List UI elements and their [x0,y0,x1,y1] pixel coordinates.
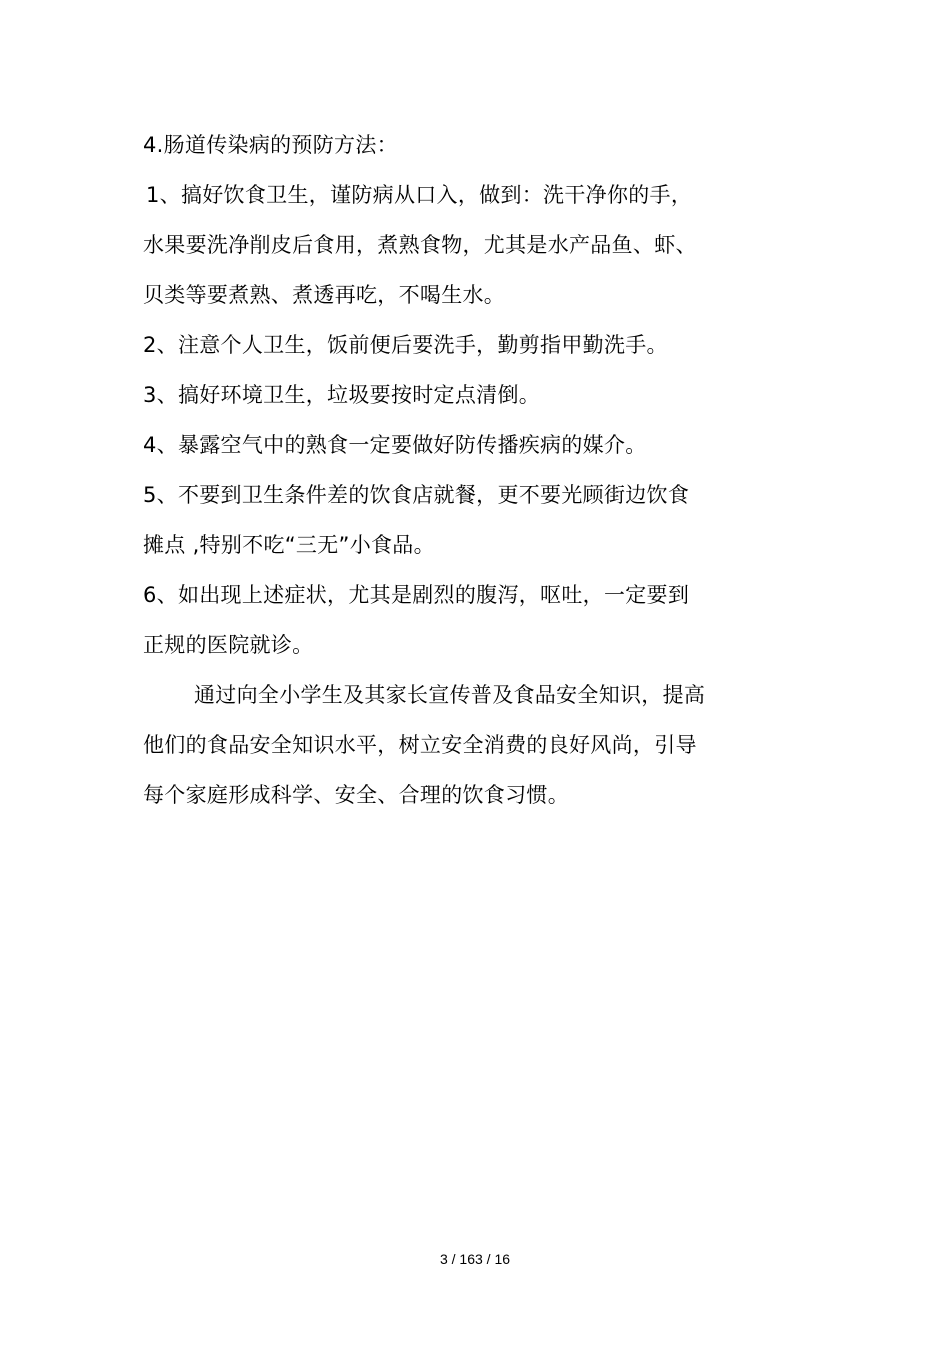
text-line: 水果要洗净削皮后食用，煮熟食物，尤其是水产品鱼、虾、 [143,233,697,257]
text-line: 正规的医院就诊。 [143,633,314,657]
paragraph-first-line: 通过向全小学生及其家长宣传普及食品安全知识，提高 [194,683,706,707]
text-line: 他们的食品安全知识水平，树立安全消费的良好风尚，引导 [143,733,697,757]
text-line: 2、注意个人卫生，饭前便后要洗手，勤剪指甲勤洗手。 [143,333,668,357]
page-number-footer: 3 / 163 / 16 [439,1251,511,1267]
text-line: 1、搞好饮食卫生，谨防病从口入，做到：洗干净你的手， [146,183,693,207]
text-line: 6、如出现上述症状，尤其是剧烈的腹泻，呕吐，一定要到 [143,583,690,607]
text-line: 贝类等要煮熟、煮透再吃，不喝生水。 [143,283,506,307]
section-heading: 4.肠道传染病的预防方法： [143,133,398,157]
text-line: 每个家庭形成科学、安全、合理的饮食习惯。 [143,783,569,807]
text-line: 3、搞好环境卫生，垃圾要按时定点清倒。 [143,383,541,407]
text-line: 摊点 ,特别不吃“三无”小食品。 [143,533,435,557]
text-line: 5、不要到卫生条件差的饮食店就餐，更不要光顾街边饮食 [143,483,690,507]
text-line: 4、暴露空气中的熟食一定要做好防传播疾病的媒介。 [143,433,647,457]
